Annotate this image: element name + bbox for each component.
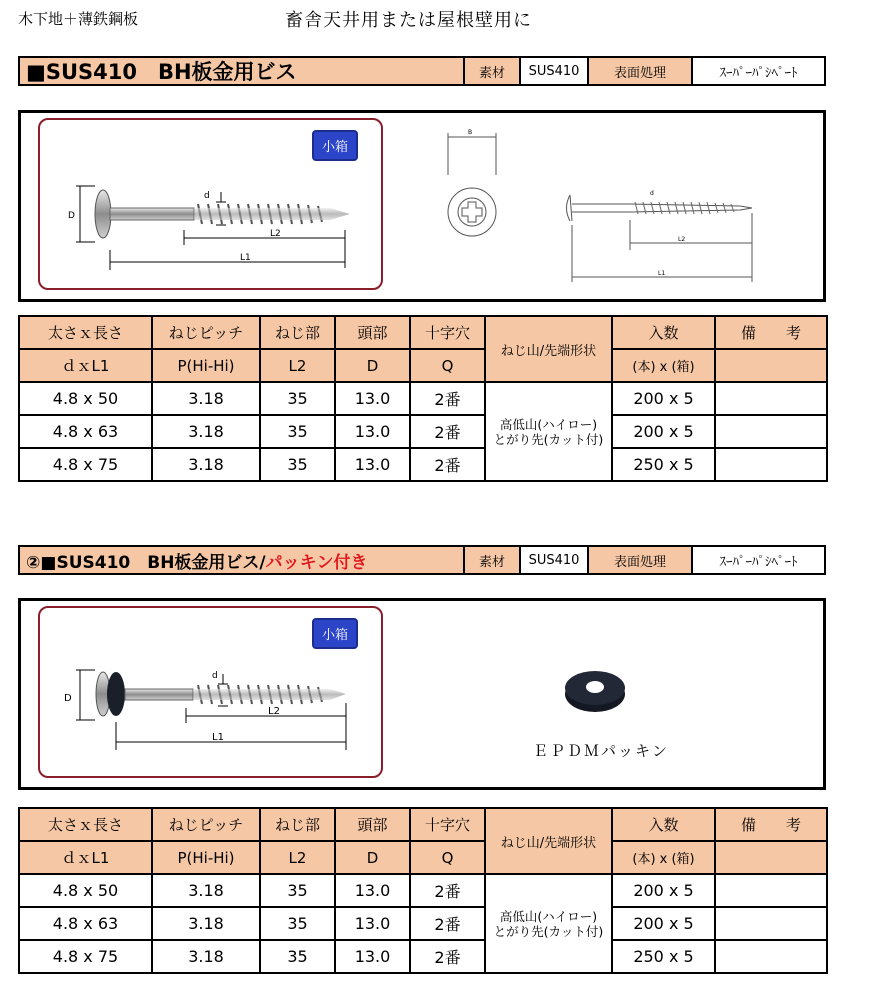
cell-pitch: 3.18 [152, 448, 260, 481]
subheader-quantity: (本) x (箱) [612, 349, 715, 382]
table-row [19, 874, 827, 907]
subheader-pitch: P(Hi-Hi) [152, 841, 260, 874]
epdm-washer-illustration [560, 660, 630, 720]
subheader-head: D [335, 841, 410, 874]
drawing-B-label: B [468, 129, 473, 136]
photo-d-label: d [204, 191, 210, 201]
product2-title-packing: パッキン付き [265, 552, 368, 573]
technical-drawing [430, 125, 770, 295]
cell-pitch: 3.18 [152, 415, 260, 448]
cell-thread: 35 [260, 940, 335, 973]
header-quantity: 入数 [612, 316, 715, 349]
drawing-L2-label: L2 [678, 236, 686, 243]
subheader-thread: L2 [260, 349, 335, 382]
product1-title: ■SUS410 BH板金用ビス [20, 58, 465, 84]
header-recess: 十字穴 [410, 808, 485, 841]
cell-shape: 高低山(ハイロー) とがり先(カット付) [485, 874, 612, 973]
material-value: SUS410 [521, 547, 589, 573]
spec-table-1 [18, 315, 828, 482]
cell-head: 13.0 [335, 382, 410, 415]
cell-recess: 2番 [410, 874, 485, 907]
header-remarks: 備 考 [715, 316, 827, 349]
cell-remarks [715, 874, 827, 907]
cell-size: 4.8 x 50 [19, 874, 152, 907]
header-recess: 十字穴 [410, 316, 485, 349]
cell-remarks [715, 415, 827, 448]
cell-size: 4.8 x 75 [19, 940, 152, 973]
finish-value: ｽｰﾊﾟｰﾊﾟｼﾍﾟｰﾄ [719, 65, 798, 81]
box-badge: 小箱 [312, 618, 358, 649]
subheader-recess: Q [410, 841, 485, 874]
cell-head: 13.0 [335, 940, 410, 973]
cell-quantity: 200 x 5 [612, 874, 715, 907]
photo-L2-label: L2 [270, 229, 281, 239]
cell-head: 13.0 [335, 874, 410, 907]
product2-title [20, 547, 465, 573]
material-value: SUS410 [521, 58, 589, 84]
cell-thread: 35 [260, 448, 335, 481]
header-pitch: ねじピッチ [152, 808, 260, 841]
subheader-quantity: (本) x (箱) [612, 841, 715, 874]
subheader-head: D [335, 349, 410, 382]
product1-photo [38, 118, 383, 290]
subheader-remarks [715, 841, 827, 874]
finish-label: 表面処理 [589, 547, 693, 573]
cell-quantity: 250 x 5 [612, 940, 715, 973]
cell-pitch: 3.18 [152, 874, 260, 907]
cell-thread: 35 [260, 874, 335, 907]
product2-title-bar [18, 545, 826, 575]
header-remarks: 備 考 [715, 808, 827, 841]
header-shape: ねじ山/先端形状 [485, 808, 612, 874]
cell-recess: 2番 [410, 382, 485, 415]
cell-quantity: 200 x 5 [612, 382, 715, 415]
cell-thread: 35 [260, 907, 335, 940]
header-size: 太さｘ長さ [19, 316, 152, 349]
cell-quantity: 200 x 5 [612, 415, 715, 448]
cell-pitch: 3.18 [152, 940, 260, 973]
cell-remarks [715, 907, 827, 940]
subheader-size: ｄｘL1 [19, 841, 152, 874]
cell-thread: 35 [260, 382, 335, 415]
header-thread: ねじ部 [260, 808, 335, 841]
cell-quantity: 250 x 5 [612, 448, 715, 481]
cell-size: 4.8 x 63 [19, 907, 152, 940]
photo-L2-label: L2 [268, 706, 280, 717]
box-badge: 小箱 [312, 130, 358, 161]
substrate-label: 木下地＋薄鉄鋼板 [18, 10, 139, 28]
cell-shape: 高低山(ハイロー) とがり先(カット付) [485, 382, 612, 481]
subheader-thread: L2 [260, 841, 335, 874]
cell-recess: 2番 [410, 907, 485, 940]
screw-with-packing-illustration [40, 608, 385, 780]
cell-head: 13.0 [335, 448, 410, 481]
header-head: 頭部 [335, 808, 410, 841]
cell-head: 13.0 [335, 415, 410, 448]
table-row [19, 448, 827, 481]
table-row [19, 940, 827, 973]
drawing-L1-label: L1 [658, 270, 666, 277]
table-row [19, 415, 827, 448]
packing-label: ＥＰＤＭパッキン [533, 742, 669, 760]
cell-pitch: 3.18 [152, 907, 260, 940]
photo-d-label: d [212, 671, 218, 681]
cell-recess: 2番 [410, 940, 485, 973]
subheader-size: ｄｘL1 [19, 349, 152, 382]
header-pitch: ねじピッチ [152, 316, 260, 349]
photo-L1-label: L1 [240, 253, 251, 263]
usage-heading: 畜舎天井用または屋根壁用に [285, 10, 532, 31]
table-row [19, 382, 827, 415]
material-label: 素材 [465, 547, 521, 573]
spec-table-2 [18, 807, 828, 974]
cell-pitch: 3.18 [152, 382, 260, 415]
cell-remarks [715, 382, 827, 415]
screw-photo-illustration [40, 120, 385, 292]
header-shape: ねじ山/先端形状 [485, 316, 612, 382]
cell-recess: 2番 [410, 448, 485, 481]
product1-title-bar [18, 56, 826, 86]
subheader-pitch: P(Hi-Hi) [152, 349, 260, 382]
photo-D-label: D [68, 211, 75, 221]
table-row [19, 907, 827, 940]
cell-remarks [715, 940, 827, 973]
finish-value: ｽｰﾊﾟｰﾊﾟｼﾍﾟｰﾄ [719, 554, 798, 570]
header-quantity: 入数 [612, 808, 715, 841]
finish-label: 表面処理 [589, 58, 693, 84]
cell-head: 13.0 [335, 907, 410, 940]
header-size: 太さｘ長さ [19, 808, 152, 841]
header-thread: ねじ部 [260, 316, 335, 349]
cell-remarks [715, 448, 827, 481]
drawing-d-label: d [650, 190, 654, 197]
cell-recess: 2番 [410, 415, 485, 448]
header-head: 頭部 [335, 316, 410, 349]
material-label: 素材 [465, 58, 521, 84]
photo-L1-label: L1 [212, 732, 224, 743]
photo-D-label: D [64, 693, 72, 704]
subheader-remarks [715, 349, 827, 382]
cell-size: 4.8 x 63 [19, 415, 152, 448]
cell-quantity: 200 x 5 [612, 907, 715, 940]
cell-size: 4.8 x 50 [19, 382, 152, 415]
subheader-recess: Q [410, 349, 485, 382]
product2-photo [38, 606, 383, 778]
product2-title-main: ②■SUS410 BH板金用ビス/ [26, 552, 266, 573]
cell-thread: 35 [260, 415, 335, 448]
cell-size: 4.8 x 75 [19, 448, 152, 481]
